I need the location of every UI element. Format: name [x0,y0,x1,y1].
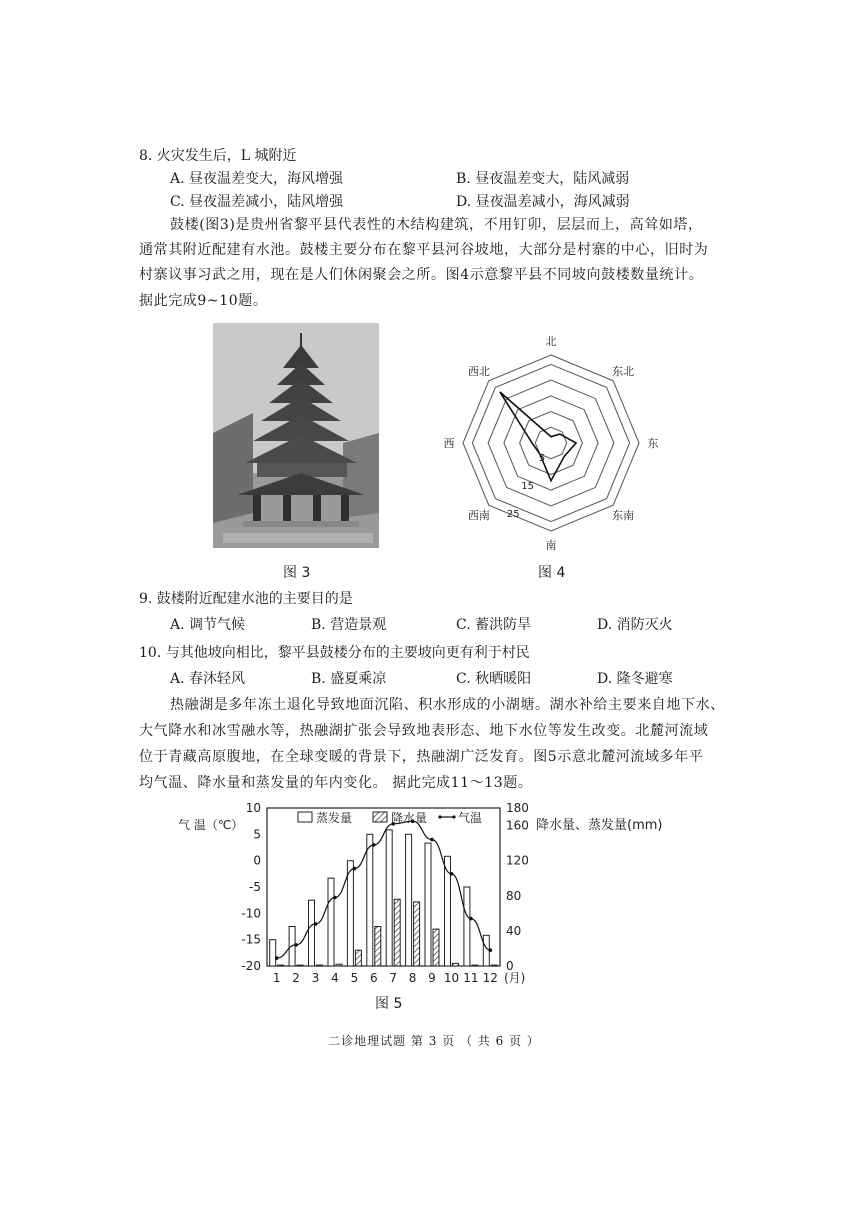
radar-ring [520,412,583,475]
x-tick-label: 2 [292,971,300,985]
precipitation-bar [317,965,323,966]
left-tick-label: -20 [241,959,261,973]
evaporation-bar [483,935,489,966]
q9-option-a: A. 调节气候 [170,617,246,633]
right-tick-label: 80 [506,888,522,903]
precipitation-bar [375,927,381,967]
precipitation-bar [414,902,420,966]
precipitation-bar [472,965,478,966]
temperature-point [294,943,298,947]
evaporation-bar [425,843,431,966]
radar-ring-label: 25 [506,509,520,520]
x-tick-label: 9 [428,971,436,985]
right-tick-label: 0 [506,959,514,973]
q10-option-c: C. 秋晒暖阳 [456,671,532,687]
page-footer: 二诊地理试题 第 3 页 （ 共 6 页 ） [328,1034,540,1048]
radar-direction-label: 西南 [467,509,490,523]
fig5-climate-chart [170,800,700,990]
precipitation-bar [297,965,303,966]
fig5-caption: 图 5 [375,996,403,1012]
temperature-point [275,956,279,960]
legend-temperature-dot [438,815,441,818]
q10-option-a: A. 春沐轻风 [170,671,246,687]
right-tick-label: 160 [506,818,529,833]
precipitation-bar [336,964,342,966]
evaporation-bar [270,940,276,966]
temperature-point [314,922,318,926]
radar-ring [463,355,639,531]
radar-ring [504,396,598,490]
evaporation-bar [347,861,353,966]
radar-direction-label: 东南 [612,509,635,523]
radar-ring-label: 5 [538,453,546,464]
left-tick-label: 0 [253,853,261,868]
intro-line: 通常其附近配建有水池。鼓楼主要分布在黎平县河谷坡地，大部分是村寨的中心，旧时为 [139,242,709,258]
q8-option-d: D. 昼夜温差减小，海风减弱 [456,194,630,210]
fig4-radar-chart [443,333,659,553]
x-tick-label: 12 [482,971,498,985]
evaporation-bar [328,878,334,966]
fig3-caption: 图 3 [283,565,311,581]
radar-ring-label: 15 [521,481,534,492]
precipitation-bar [433,929,439,966]
radar-direction-label: 西北 [467,364,490,378]
q8-stem: 8. 火灾发生后，L 城附近 [139,148,297,164]
q8-option-c: C. 昼夜温差减小，陆风增强 [170,194,344,210]
x-tick-label: 4 [331,971,339,985]
left-tick-label: -5 [249,880,261,894]
temperature-point [430,838,434,842]
right-tick-label: 120 [506,853,529,868]
x-tick-label: 5 [350,971,359,985]
q9-option-b: B. 营造景观 [311,617,387,633]
intro-line: 位于青藏高原腹地，在全球变暖的背景下，热融湖广泛发育。图5示意北麓河流域多年平 [139,749,704,765]
x-axis-unit: (月) [504,971,526,985]
intro-line: 热融湖是多年冻土退化导致地面沉陷、积水形成的小湖塘。湖水补给主要来自地下水、 [170,697,725,713]
x-tick-label: 10 [443,971,460,985]
temperature-point [372,843,376,847]
q9-stem: 9. 鼓楼附近配建水池的主要目的是 [139,591,353,607]
legend-temperature-label: 气温 [458,811,483,825]
radar-direction-label: 东 [647,437,659,450]
precipitation-bar [355,950,361,966]
q8-option-b: B. 昼夜温差变大，陆风减弱 [456,171,630,187]
left-tick-label: -10 [241,906,261,921]
temperature-point [333,896,337,900]
intro-line: 村寨议事习武之用，现在是人们休闲聚会之所。图4示意黎平县不同坡向鼓楼数量统计。 [139,267,704,283]
temperature-point [469,917,473,921]
x-tick-label: 3 [311,971,320,985]
intro-line: 均气温、降水量和蒸发量的年内变化。 据此完成11～13题。 [139,775,533,791]
right-axis-label: 降水量、蒸发量(mm) [536,818,663,833]
radar-direction-label: 西 [443,437,455,450]
precipitation-bar [394,899,400,966]
evaporation-bar [367,834,373,966]
evaporation-bar [464,887,470,966]
x-tick-label: 8 [408,971,417,985]
q9-option-c: C. 蓄洪防旱 [456,617,532,633]
precipitation-bar [278,965,284,966]
x-tick-label: 6 [369,971,378,985]
legend-evaporation-swatch [298,812,312,822]
right-tick-label: 180 [506,801,529,815]
left-tick-label: 10 [245,801,261,815]
intro-line: 鼓楼(图3)是贵州省黎平县代表性的木结构建筑，不用钉卯，层层而上，高耸如塔， [170,217,703,233]
left-axis-label: 气 温（℃） [178,818,244,832]
radar-direction-label: 北 [545,335,557,348]
left-tick-label: 5 [253,827,261,842]
legend-precipitation-swatch [373,812,387,822]
temperature-point [489,948,493,952]
q8-option-a: A. 昼夜温差变大，海风增强 [170,171,344,187]
radar-ring [472,364,629,521]
radar-direction-label: 东北 [612,364,635,378]
intro-line: 大气降水和冰雪融水等，热融湖扩张会导致地表形态、地下水位等发生改变。北麓河流域 [139,723,709,739]
x-tick-label: 11 [463,971,479,985]
legend-evaporation-label: 蒸发量 [316,811,353,825]
q9-option-d: D. 消防灭火 [597,617,673,633]
left-tick-label: -15 [241,932,261,947]
precipitation-bar [491,965,497,966]
legend-temperature-dot [452,815,455,818]
temperature-point [450,872,454,876]
q10-option-d: D. 隆冬避寒 [597,671,673,687]
precipitation-bar [453,963,459,966]
evaporation-bar [386,830,392,966]
temperature-point [353,867,357,871]
q10-option-b: B. 盛夏乘凉 [311,671,387,687]
drum-tower-illustration [213,323,379,548]
radar-direction-label: 南 [545,539,557,552]
evaporation-bar [406,834,412,966]
q10-stem: 10. 与其他坡向相比，黎平县鼓楼分布的主要坡向更有利于村民 [139,645,530,661]
right-tick-label: 40 [506,923,522,938]
fig4-caption: 图 4 [538,565,566,581]
legend-precipitation-label: 降水量 [391,811,428,825]
x-tick-label: 1 [272,971,281,985]
intro-line: 据此完成9~10题。 [139,293,268,309]
drum-tower-photo [213,323,379,548]
evaporation-bar [309,900,315,966]
x-tick-label: 7 [389,971,398,985]
